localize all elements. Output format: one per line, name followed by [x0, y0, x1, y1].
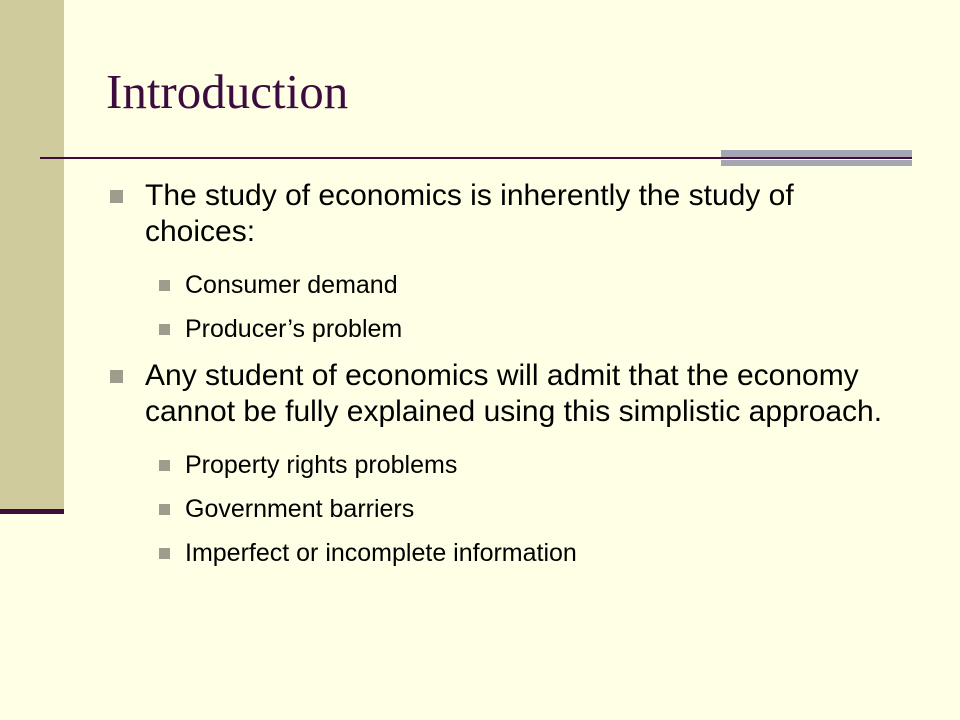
sub-bullet-item — [110, 314, 910, 344]
square-bullet-icon — [159, 460, 170, 471]
slide-body — [110, 172, 910, 568]
sub-bullet-text: Government barriers — [185, 495, 415, 523]
square-bullet-icon — [159, 280, 170, 291]
left-decorative-bar — [0, 0, 64, 510]
accent-band-bottom — [721, 160, 912, 166]
bullet-text: Any student of economics will admit that the economy cannot be fully explained using this simplistic approach. — [145, 359, 883, 428]
sub-bullet-item — [110, 494, 910, 524]
sub-bullet-item — [110, 450, 910, 480]
sub-bullet-item — [110, 538, 910, 568]
square-bullet-icon — [110, 370, 123, 383]
title-accent-band — [721, 150, 912, 166]
bullet-item — [110, 178, 910, 250]
left-bar-rule — [0, 509, 64, 514]
sub-bullet-text: Imperfect or incomplete information — [185, 539, 577, 567]
square-bullet-icon — [110, 190, 123, 203]
sub-bullet-text: Producer’s problem — [185, 315, 403, 343]
slide-title: Introduction — [106, 64, 349, 119]
sub-bullet-text: Consumer demand — [185, 271, 398, 299]
square-bullet-icon — [159, 504, 170, 515]
square-bullet-icon — [159, 548, 170, 559]
accent-band-top — [721, 150, 912, 157]
square-bullet-icon — [159, 324, 170, 335]
bullet-item — [110, 358, 910, 430]
bullet-text: The study of economics is inherently the study of choices: — [145, 179, 794, 248]
sub-bullet-text: Property rights problems — [185, 451, 458, 479]
sub-bullet-item — [110, 270, 910, 300]
